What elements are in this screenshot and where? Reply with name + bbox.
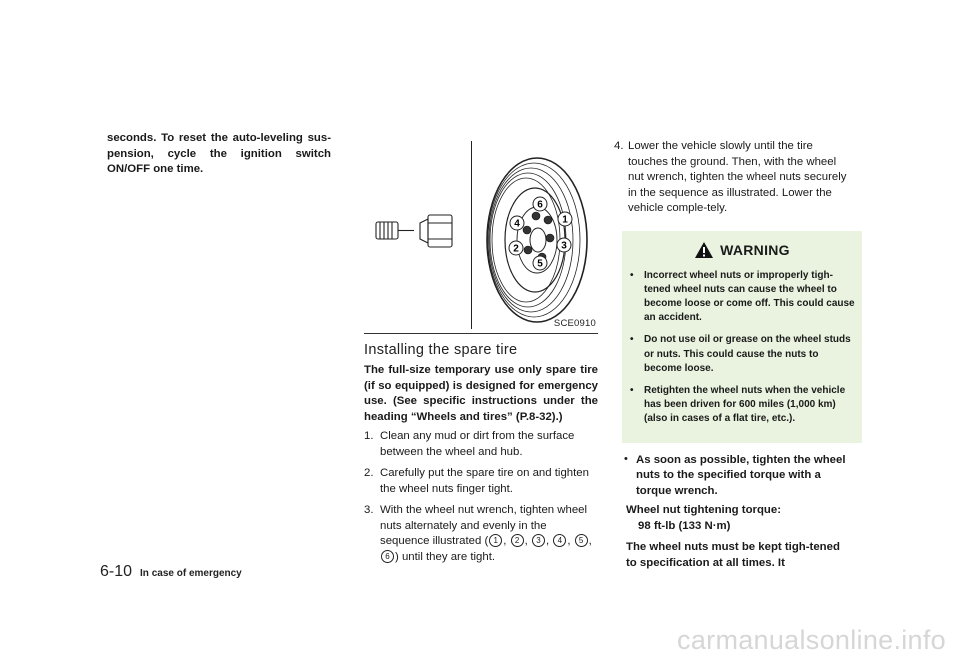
label-6 bbox=[533, 197, 547, 211]
step-3: 3. With the wheel nut wrench, tighten wheel nuts alternately and evenly in the sequence illustrated ( 1 , 2 , 3 , 4 , 5 , 6 ) until they are tight. bbox=[364, 504, 592, 563]
label-5 bbox=[533, 256, 547, 270]
label-2 bbox=[509, 241, 523, 255]
figure-code: SCE0910 bbox=[553, 318, 596, 329]
column-middle bbox=[364, 137, 598, 571]
step-1: 1. Clean any mud or dirt from the surface between the wheel and hub. bbox=[364, 430, 575, 458]
seq-5: 5 bbox=[575, 534, 588, 547]
bullet-icon: • bbox=[624, 452, 628, 465]
torque-bullet-text: As soon as possible, tighten the wheel nuts to the specified torque with a torque wrench. bbox=[636, 453, 846, 497]
step-2: 2. Carefully put the spare tire on and tighten the wheel nuts finger tight. bbox=[364, 467, 589, 495]
wheel-illustration bbox=[364, 137, 598, 333]
wheel-stud-drawing bbox=[376, 222, 414, 239]
warning-triangle-icon bbox=[694, 241, 714, 259]
lug-nut-drawing bbox=[420, 215, 452, 247]
svg-text:3: 3 bbox=[561, 240, 567, 252]
steps-list bbox=[364, 429, 598, 565]
warning-header bbox=[628, 241, 856, 259]
seq-2: 2 bbox=[511, 534, 524, 547]
torque-label: Wheel nut tightening torque: bbox=[626, 504, 782, 517]
page-number: 6-10 bbox=[100, 563, 133, 580]
warning-item: • Do not use oil or grease on the wheel studs or nuts. This could cause the nuts to become loose. bbox=[630, 334, 851, 374]
warning-box bbox=[622, 231, 862, 443]
svg-text:6: 6 bbox=[537, 199, 543, 211]
warning-list bbox=[628, 269, 856, 427]
column-right bbox=[614, 139, 855, 571]
torque-value: 98 ft-lb (133 N·m) bbox=[638, 519, 731, 532]
seq-3: 3 bbox=[532, 534, 545, 547]
torque-instruction bbox=[614, 453, 852, 500]
section-intro: The full-size temporary use only spare tire (if so equipped) is designed for emergency use. (See specific instructions under the heading “Wheels and tires” (P.8-32).) bbox=[364, 364, 598, 423]
warning-item: • Incorrect wheel nuts or improperly tigh-tened wheel nuts can cause the wheel to become loose or come off. This could cause an accident. bbox=[630, 269, 855, 324]
warning-item: • Retighten the wheel nuts when the vehicle has been driven for 600 miles (1,000 km) (also in cases of a flat tire, etc.). bbox=[630, 384, 846, 425]
seq-6: 6 bbox=[381, 550, 394, 563]
continued-text: seconds. To reset the auto-leveling sus-pension, cycle the ignition switch ON/OFF one time. bbox=[107, 132, 331, 175]
hub-nuts bbox=[523, 212, 554, 261]
page-footer bbox=[100, 563, 242, 581]
seq-4: 4 bbox=[553, 534, 566, 547]
svg-text:5: 5 bbox=[537, 258, 543, 270]
warning-title: WARNING bbox=[720, 241, 790, 258]
seq-1: 1 bbox=[489, 534, 502, 547]
svg-text:1: 1 bbox=[562, 214, 568, 226]
tire-drawing bbox=[487, 158, 587, 322]
label-3 bbox=[557, 238, 571, 252]
watermark: carmanualsonline.info bbox=[677, 625, 946, 655]
label-1 bbox=[558, 212, 572, 226]
step-4: 4. Lower the vehicle slowly until the tire touches the ground. Then, with the wheel nut wrench, tighten the wheel nuts securely in the sequence as illustrated. Lower the vehicle comple-tely. bbox=[614, 140, 847, 214]
svg-text:2: 2 bbox=[513, 243, 519, 255]
label-4 bbox=[510, 216, 524, 230]
keep-tightened-text: The wheel nuts must be kept tigh-tened to specification at all times. It bbox=[626, 541, 840, 569]
svg-text:4: 4 bbox=[514, 218, 520, 230]
column-left bbox=[107, 131, 331, 178]
wheel-nut-figure bbox=[364, 137, 598, 334]
section-name: In case of emergency bbox=[140, 568, 242, 579]
section-heading: Installing the spare tire bbox=[364, 342, 518, 358]
